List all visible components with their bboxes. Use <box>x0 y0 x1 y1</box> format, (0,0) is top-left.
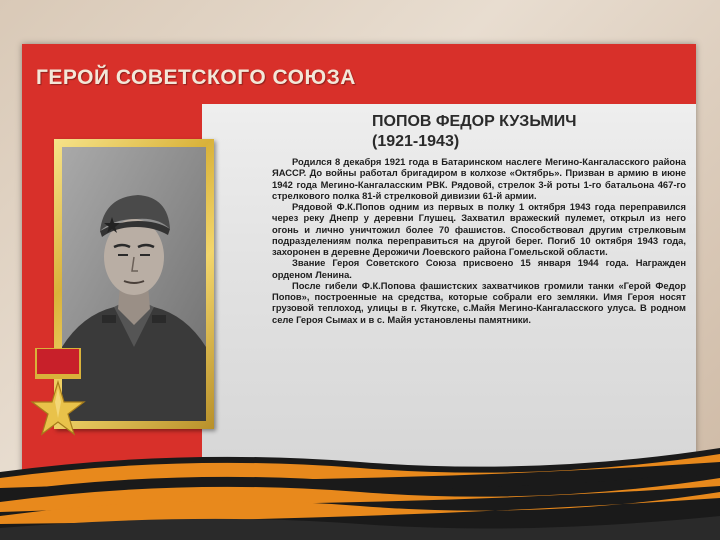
bio-paragraph: Звание Героя Советского Союза присвоено 15 января 1944 года. Награжден орденом Ленина. <box>272 257 686 280</box>
bio-paragraph: Рядовой Ф.К.Попов одним из первых в полку 1 октября 1943 года переправился через реку Днепр у деревни Глушец. Захватил вражеский пулемет, открыл из него огонь и лично уничтожил более 70 фашистов. Способствовал другим стрелковым подразделениям полка переправиться на другой берег. Погиб 10 октября 1943 года, захоронен в деревне Дерожичи Лоевского района Гомельской области. <box>272 201 686 257</box>
bio-paragraph: После гибели Ф.К.Попова фашистских захватчиков громили танки «Герой Федор Попов», построенные на средства, которые собрали его земляки. Имя Героя носят грузовой теплоход, улицы в г. Якутске, с.Майя Мегино-Кангаласского улуса. В родном селе Героя Сымах и в с. Майя установлены памятники. <box>272 279 686 325</box>
slide-title: ГЕРОЙ СОВЕТСКОГО СОЮЗА <box>36 66 356 89</box>
text-panel <box>202 104 696 474</box>
st-george-ribbon <box>0 428 720 540</box>
bio-paragraph: Родился 8 декабря 1921 года в Батаринском наслеге Мегино-Кангаласского района ЯАССР. До войны работал бригадиром в колхозе «Октябрь». Призван в армию в июне 1942 года Мегино-Кангаласским РВК. Рядовой, стрелок 3-й роты 1-го батальона 467-го стрелкового полка 81-й стрелковой дивизии 61-й армии. <box>272 156 686 201</box>
hero-name: ПОПОВ ФЕДОР КУЗЬМИЧ <box>372 113 577 130</box>
biography-text <box>272 156 686 325</box>
gold-star-medal-icon <box>30 348 86 440</box>
hero-years: (1921-1943) <box>372 133 460 150</box>
